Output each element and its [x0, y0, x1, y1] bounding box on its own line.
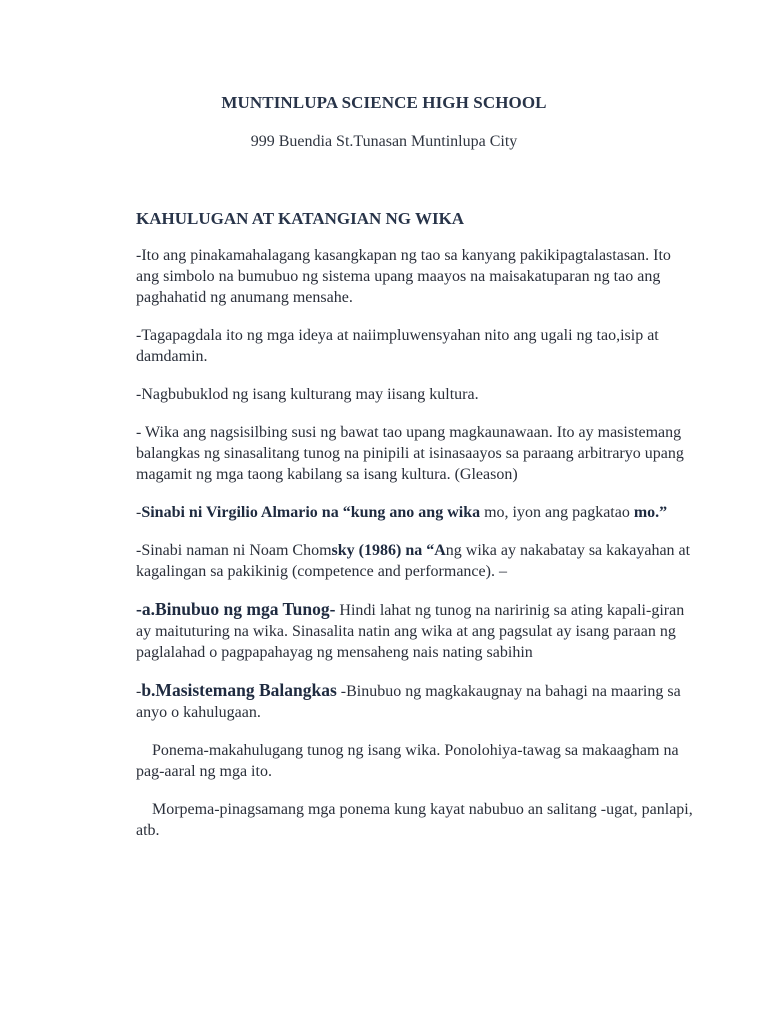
- plain-text: mo, iyon ang pagkatao: [480, 504, 634, 521]
- dash: -: [136, 683, 142, 700]
- paragraph-balangkas: [136, 680, 696, 723]
- plain-text: ng wika ay nakabatay sa kakayahan at kagalingan sa pakikinig (competence and performance). –: [136, 542, 691, 580]
- paragraph-1: -Ito ang pinakamahalagang kasangkapan ng tao sa kanyang pakikipagtalastasan. Ito ang simbolo na bumubuo ng sistema upang maayos na maisakatuparan ng tao ang paghahatid ng anumang mensahe.: [136, 247, 671, 306]
- plain-text: Hindi lahat ng tunog na naririnig sa ating kapali-giran ay maituturing na wika. Sinasalita natin ang wika at ang pagsulat ay isang paraan ng paglalahad o pagpapahayag ng mensaheng nais nating sabihin: [136, 602, 685, 661]
- dash: -: [136, 504, 142, 521]
- paragraph-chomsky-quote: [136, 540, 696, 582]
- paragraph-4: - Wika ang nagsisilbing susi ng bawat tao upang magkaunawaan. Ito ay masistemang balangkas ng sinasalitang tunog na pinipili at isinasaayos sa paraang arbitraryo upang magamit ng mga taong kabilang sa isang kultura. (Gleason): [136, 424, 684, 483]
- section-title: KAHULUGAN AT KATANGIAN NG WIKA: [136, 209, 465, 228]
- school-name: MUNTINLUPA SCIENCE HIGH SCHOOL: [221, 93, 547, 112]
- bold-text: Sinabi ni Virgilio Almario na “kung ano ang wika: [141, 504, 481, 521]
- paragraph-almario-quote: [136, 502, 696, 523]
- plain-text: -Sinabi naman ni Noam Chom: [136, 542, 332, 559]
- subheading-tunog: -a.Binubuo ng mga Tunog-: [136, 599, 336, 619]
- bold-text: sky (1986) na “A: [331, 542, 446, 559]
- paragraph-3: -Nagbubuklod ng isang kulturang may iisang kultura.: [136, 386, 479, 403]
- paragraph-tunog: [136, 599, 696, 663]
- paragraph-2: -Tagapagdala ito ng mga ideya at naiimpluwensyahan nito ang ugali ng tao,isip at damdamin.: [136, 327, 659, 365]
- school-address: 999 Buendia St.Tunasan Muntinlupa City: [250, 133, 518, 150]
- paragraph-ponema: Ponema-makahulugang tunog ng isang wika. Ponolohiya-tawag sa makaagham na pag-aaral ng mga ito.: [136, 742, 679, 780]
- bold-text: mo.”: [633, 504, 668, 521]
- document-body: [136, 208, 696, 858]
- plain-text: -Binubuo ng magkakaugnay na bahagi na maaring sa anyo o kahulugaan.: [136, 683, 681, 721]
- paragraph-morpema: Morpema-pinagsamang mga ponema kung kayat nabubuo an salitang -ugat, panlapi, atb.: [136, 801, 693, 839]
- subheading-balangkas: b.Masistemang Balangkas: [141, 680, 337, 700]
